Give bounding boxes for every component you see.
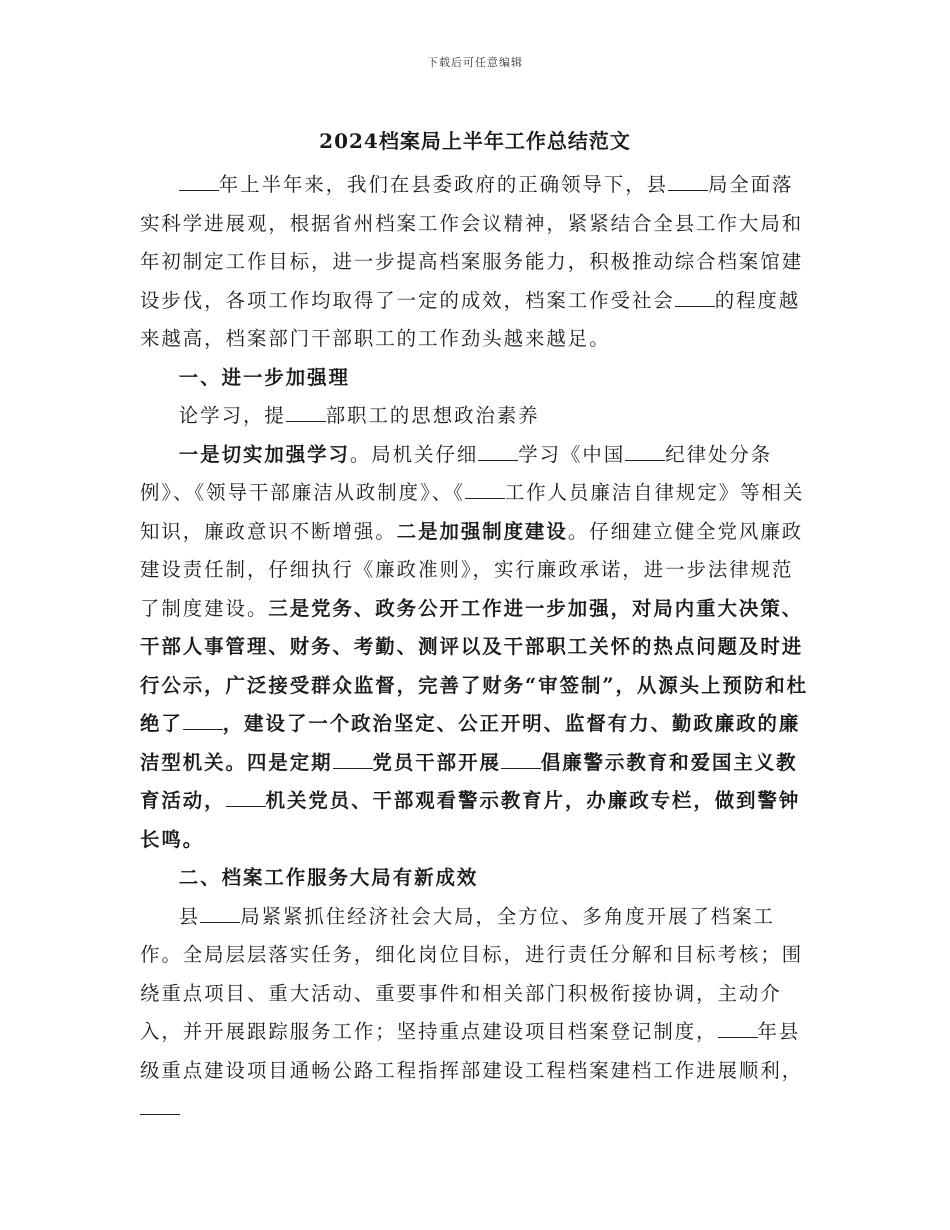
blank-line — [668, 172, 708, 191]
blank-line — [200, 904, 240, 923]
page-header-note: 下载后可任意编辑 — [427, 56, 523, 69]
paragraph-intro — [140, 166, 812, 359]
blank-line — [286, 403, 326, 422]
blank-line — [179, 172, 219, 191]
text-run: 县 — [178, 904, 201, 928]
blank-line — [478, 442, 518, 461]
blank-line — [183, 711, 223, 730]
paragraph-subheading — [140, 397, 812, 436]
section-heading-1: 一、进一步加强理 — [178, 365, 350, 389]
bold-run: 二是加强制度建设 — [396, 519, 568, 543]
blank-line — [140, 1096, 180, 1115]
blank-line — [718, 1019, 758, 1038]
document-title: 2024档案局上半年工作总结范文 — [319, 129, 631, 153]
bold-run: 党员干部开展 — [372, 750, 501, 774]
text-run: 纪律处分条例》、《领导干部廉洁从政制度》、《 — [140, 442, 773, 504]
bold-run: 机关党员、干部观看警示教育片，办廉政专栏，做到警钟长鸣。 — [140, 789, 801, 851]
blank-line — [226, 788, 266, 807]
text-run: 工作人员廉洁自律规定》等相关知识，廉政意识不断增强。 — [140, 481, 805, 543]
bold-run: 一是切实加强学习 — [178, 442, 350, 466]
blank-line — [625, 442, 665, 461]
blank-line — [675, 288, 715, 307]
bold-run: ，建设了一个政治坚定、公正开明、监督有力、勤政廉政的廉洁型机关。四是定期 — [140, 712, 801, 774]
document-body — [140, 166, 812, 1129]
text-run: 。仔细建立健全党风廉政建设责任制，仔细执行《廉政准则》，实行廉政承诺，进一步法律规范了制度建设。 — [140, 519, 804, 620]
blank-line — [465, 480, 505, 499]
text-run: 的程度越来越高，档案部门干部职工的工作劲头越来越足。 — [140, 288, 801, 350]
text-run: 局全面落实科学进展观，根据省州档案工作会议精神，紧紧结合全县工作大局和年初制定工作目标，进一步提高档案服务能力，积极推动综合档案馆建设步伐，各项工作均取得了一定的成效，档案工作受社会 — [140, 173, 804, 312]
text-run: 学习《中国 — [518, 442, 626, 466]
bold-run: 倡廉警示教育和爱国主义教育活动， — [140, 750, 798, 812]
text-run: 年上半年来，我们在县委政府的正确领导下，县 — [218, 173, 668, 196]
section-heading-2: 二、档案工作服务大局有新成效 — [178, 866, 479, 889]
blank-line — [501, 750, 541, 769]
text-run: 论学习，提 — [178, 404, 286, 427]
paragraph-archive-service — [140, 898, 812, 1129]
text-run: 局紧紧抓住经济社会大局，全方位、多角度开展了档案工作。全局层层落实任务，细化岗位目标，进行责任分解和目标考核；围绕重点项目、重大活动、重要事件和相关部门积极衔接协调，主动介入，并开展跟踪服务工作；坚持重点建设项目档案登记制度， — [140, 904, 804, 1043]
bold-run: 三是党务、政务公开工作进一步加强，对局内重大决策、干部人事管理、财务、考勤、测评以及干部职工关怀的热点问题及时进行公示，广泛接受群众监督，完善了财务“审签制”，从源头上预防和杜绝了 — [140, 596, 809, 735]
text-run: 部职工的思想政治素养 — [325, 404, 540, 427]
text-run: 。局机关仔细 — [349, 442, 479, 466]
blank-line — [333, 750, 373, 769]
paragraph-measures — [140, 436, 812, 860]
text-run: 年县级重点建设项目通畅公路工程指挥部建设工程档案建档工作进展顺利， — [140, 1020, 804, 1082]
